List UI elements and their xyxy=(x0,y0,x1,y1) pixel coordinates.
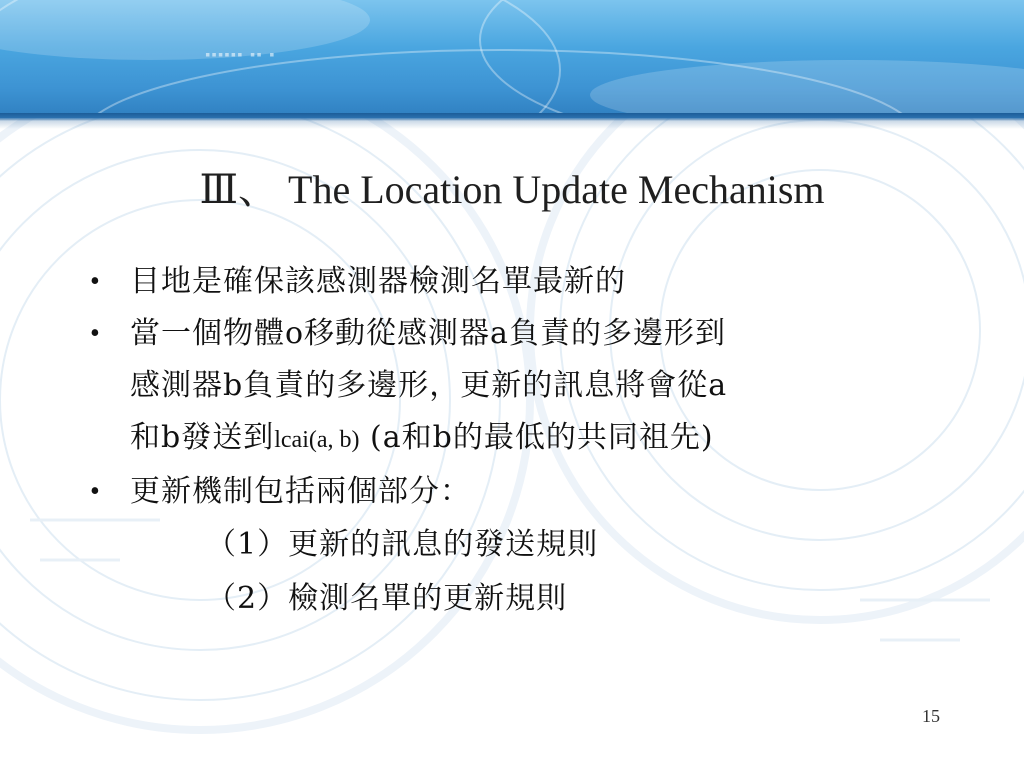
bullet-item xyxy=(86,466,946,518)
bullet-dot: • xyxy=(90,476,101,507)
bullet-text-segment: (a和b的最低的共同祖先) xyxy=(359,420,714,455)
slide-title: Ⅲ、 The Location Update Mechanism xyxy=(199,167,825,212)
slide-body xyxy=(86,256,946,626)
sub-item: （1）更新的訊息的發送規則 xyxy=(206,527,599,562)
bullet-text-segment: 和b發送到 xyxy=(130,420,275,455)
bullet-item xyxy=(86,308,946,466)
bullet-dot: • xyxy=(90,318,101,349)
page-number: 15 xyxy=(922,706,940,726)
banner-shadow xyxy=(0,119,1024,129)
bullet-text-line: 感測器b負責的多邊形，更新的訊息將會從a xyxy=(130,368,728,403)
bullet-text: 更新機制包括兩個部分： xyxy=(130,474,471,509)
lcai-expression: lcai(a, b) xyxy=(274,427,360,453)
banner-swirl-decoration xyxy=(0,0,1024,118)
bullet-item xyxy=(86,256,946,308)
bullet-dot: • xyxy=(90,266,101,297)
sub-item: （2）檢測名單的更新規則 xyxy=(206,581,568,616)
bullet-text-line xyxy=(130,412,946,466)
bullet-text-line: 當一個物體o移動從感測器a負責的多邊形到 xyxy=(130,316,726,351)
header-banner xyxy=(0,0,1024,118)
bullet-text: 目地是確保該感測器檢測名單最新的 xyxy=(130,264,626,299)
banner-pattern: ▪▪▪▪▪▪ ▪▪ ▪ xyxy=(205,50,276,60)
